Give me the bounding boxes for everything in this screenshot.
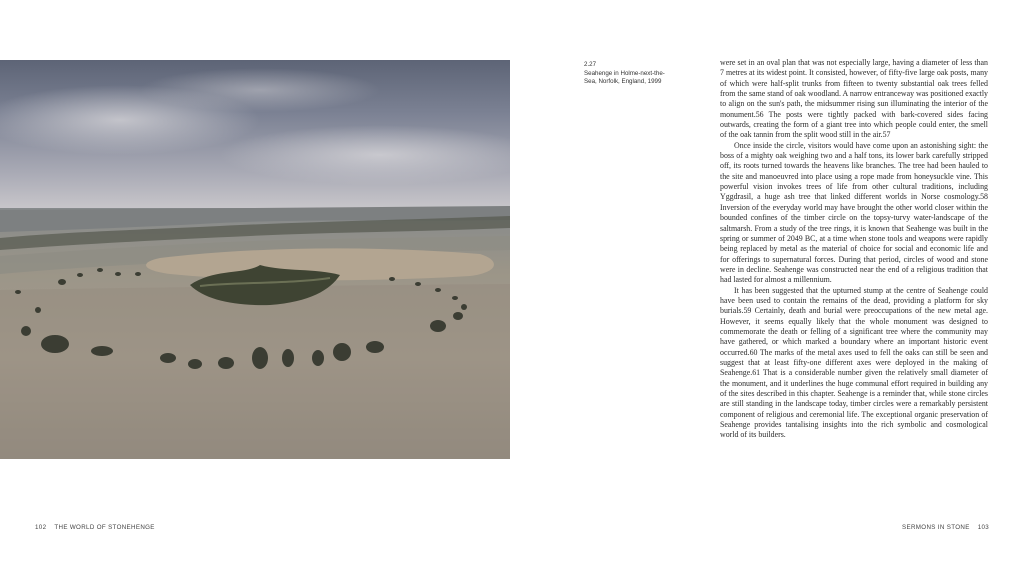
photo-illustration bbox=[0, 60, 510, 459]
figure-caption bbox=[584, 61, 674, 87]
right-page-number: 103 bbox=[977, 524, 990, 531]
right-footer bbox=[902, 524, 989, 531]
seahenge-photograph bbox=[0, 60, 510, 459]
body-text-column bbox=[720, 58, 988, 441]
paragraph: were set in an oval plan that was not especially large, having a diameter of less than 7 metres at its widest point. It consisted, however, of fifty-five large oak posts, many of which were half-split trunks from fifteen to twenty substantial oak trees felled from the same stand of oak woodland. A narrow entranceway was positioned exactly to align on the sun's path, the midsummer rising sun illuminating the interior of the monument.56 The posts were tightly packed with bark-covered sides facing outwards, creating the form of a giant tree into which people could enter, the smell of the oak tannin from the split wood still in the air.57 bbox=[720, 58, 988, 140]
paragraph: It has been suggested that the upturned stump at the centre of Seahenge could have been used to contain the remains of the dead, providing a platform for sky burials.59 Certainly, death and burial were preoccupations of the new metal age. However, it seems equally likely that the whole monument was designed to commemorate the death or felling of a significant tree where the community may have gathered, or which marked a boundary where an important historic event occurred.60 The marks of the metal axes used to fell the oaks can still be seen and suggest that at least fifty-one different axes were deployed in the making of Seahenge.61 That is a considerable number given the relatively small diameter of the monument, and it underlines the huge communal effort required in building any of the sites described in this chapter. Seahenge is a reminder that, while stone circles are still standing in the landscape today, timber circles were a remarkably persistent component of religious and ceremonial life. The exceptional organic preservation of Seahenge provides tantalising insights into the rich symbolic and cosmological world of its builders. bbox=[720, 285, 988, 440]
cloud bbox=[140, 68, 380, 112]
left-running-head: THE WORLD OF STONEHENGE bbox=[54, 524, 155, 531]
figure-caption-text: Seahenge in Holme-next-the-Sea, Norfolk, England, 1999 bbox=[584, 69, 665, 86]
tidal-water bbox=[0, 284, 510, 459]
left-footer bbox=[35, 524, 155, 531]
paragraph: Once inside the circle, visitors would have come upon an astonishing sight: the boss of a mighty oak weighing two and a half tons, its lower bark carefully stripped off, its roots turned towards the heavens like branches. The tree had been hauled to the site and manoeuvred into place using a rope made from honeysuckle vine. This powerful vision invokes trees of life from other cultural traditions, including Yggdrasil, a huge ash tree that linked different worlds in Norse cosmology.58 Inversion of the everyday world may have brought the other world closer within the bounded confines of the timber circle on the topsy-turvy water-landscape of the saltmarsh. From a study of the tree rings, it is known that Seahenge was built in the spring or summer of 2049 BC, at a time when stone tools and weapons were rapidly being replaced by metal as the material of choice for social and economic life and for offerings to supernatural forces. During that period, circles of wood and stone were in decline. Seahenge was constructed near the end of a religious tradition that had lasted for almost a millennium. bbox=[720, 140, 988, 285]
figure-number: 2.27 bbox=[584, 61, 597, 68]
left-page-number: 102 bbox=[35, 524, 47, 531]
right-running-head: SERMONS IN STONE bbox=[902, 524, 970, 531]
